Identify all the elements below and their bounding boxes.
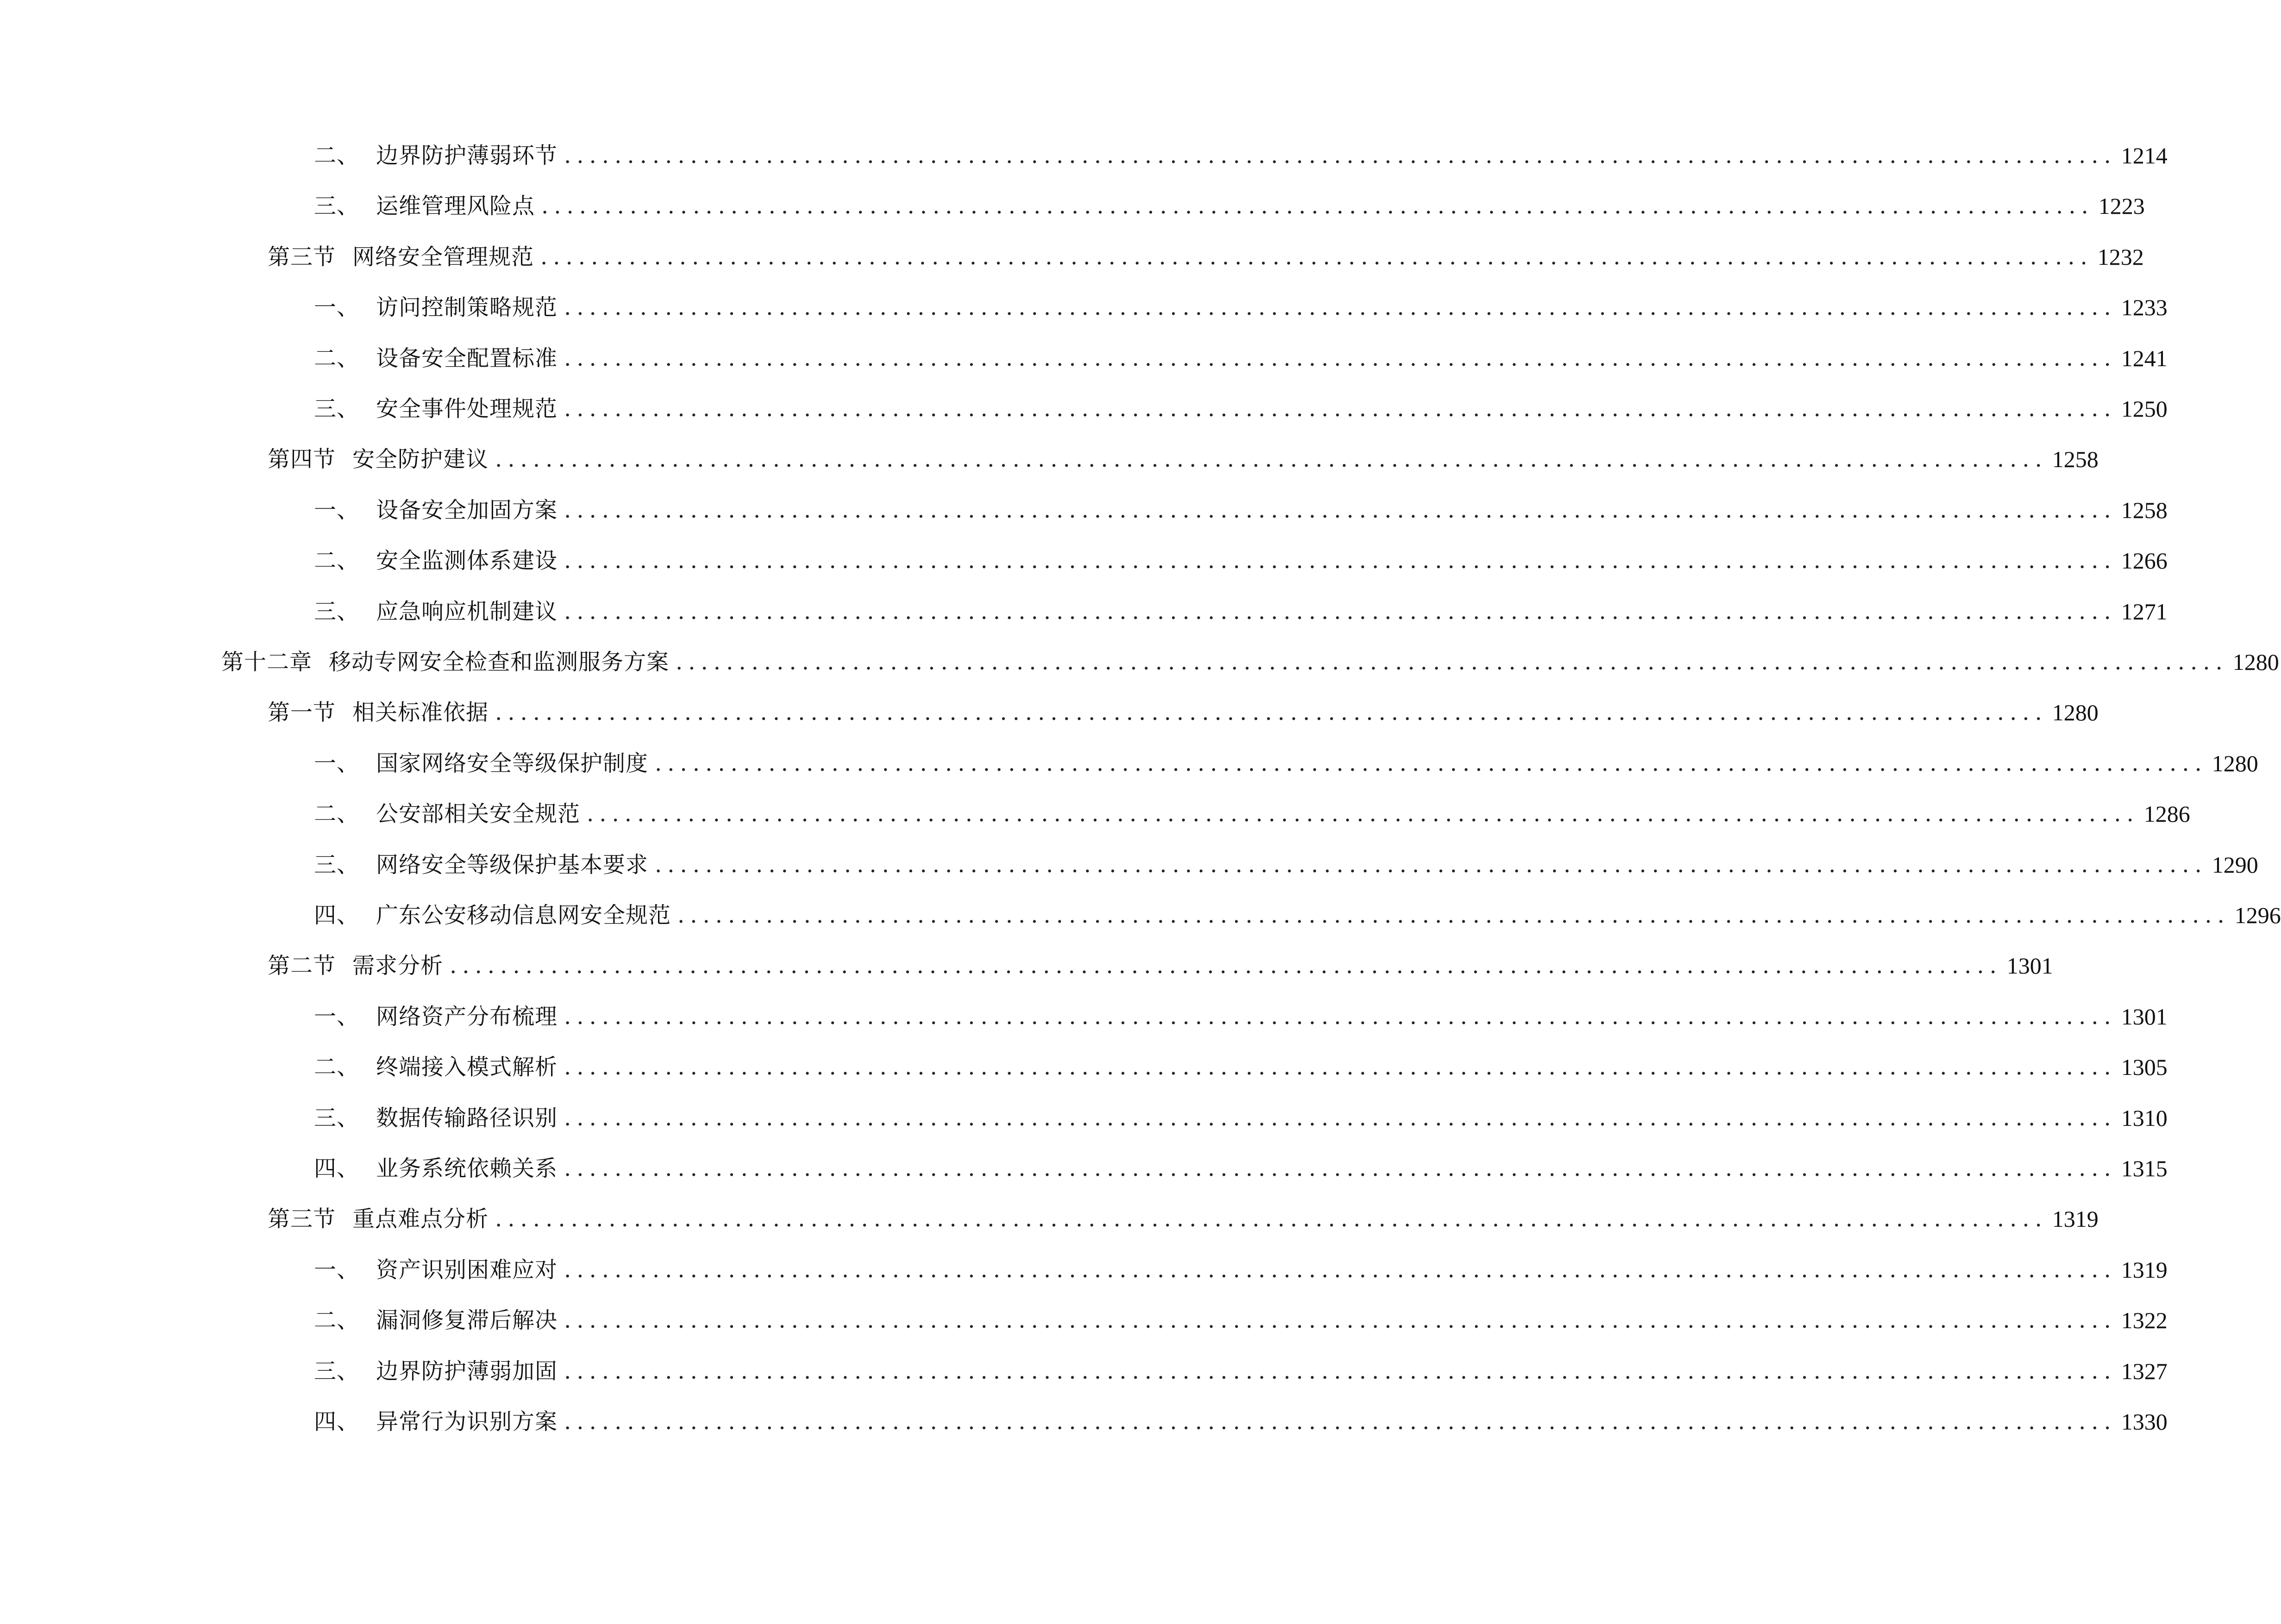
toc-entry-number: 二、 [314, 801, 360, 827]
dot-leader: ........................................................................................................................... [450, 953, 2002, 979]
dot-leader: ........................................................................................................................... [540, 244, 2093, 270]
toc-entry-number: 第四节 [268, 446, 336, 472]
dot-leader: ........................................................................................................................... [564, 1307, 2117, 1333]
dot-leader: ........................................................................................................................... [587, 801, 2139, 827]
toc-page-number: 1258 [2121, 497, 2168, 523]
toc-page-number: 1250 [2121, 396, 2168, 422]
toc-entry-text [314, 1049, 558, 1086]
toc-page-number: 1280 [2232, 649, 2279, 675]
dot-leader: ........................................................................................................................... [564, 1409, 2117, 1435]
toc-entry[interactable] [268, 441, 2099, 478]
toc-entry-text [268, 947, 443, 984]
toc-page-number: 1286 [2143, 801, 2190, 827]
dot-leader: ........................................................................................................................... [541, 193, 2094, 219]
toc-page-number: 1310 [2121, 1105, 2168, 1131]
dot-leader: ........................................................................................................................... [677, 902, 2230, 928]
toc-entry-title: 公安部相关安全规范 [376, 801, 581, 827]
toc-entry-title: 网络安全管理规范 [352, 244, 534, 270]
toc-page-number: 1330 [2121, 1409, 2168, 1435]
toc-entry[interactable] [314, 492, 2168, 529]
toc-entry-title: 边界防护薄弱加固 [376, 1358, 558, 1384]
toc-page-number: 1266 [2121, 548, 2168, 574]
dot-leader: ........................................................................................................................... [564, 396, 2117, 422]
toc-page-number: 1315 [2121, 1156, 2168, 1181]
toc-entry-title: 安全防护建议 [352, 446, 489, 472]
toc-entry-number: 四、 [314, 1409, 360, 1435]
toc-page-number: 1322 [2121, 1307, 2168, 1333]
toc-entry[interactable] [314, 390, 2168, 427]
toc-entry-text [314, 1251, 558, 1288]
toc-entry-title: 移动专网安全检查和监测服务方案 [329, 649, 670, 675]
toc-entry[interactable] [314, 846, 2258, 883]
toc-entry-text [314, 897, 671, 934]
toc-entry[interactable] [314, 795, 2190, 832]
toc-page-number: 1319 [2052, 1206, 2099, 1232]
toc-page-number: 1290 [2212, 852, 2258, 878]
toc-entry-number: 二、 [314, 548, 360, 574]
toc-entry-number: 三、 [314, 193, 360, 219]
toc-entry-title: 运维管理风险点 [376, 193, 535, 219]
toc-page-number: 1241 [2121, 345, 2168, 371]
toc-entry-title: 广东公安移动信息网安全规范 [376, 902, 671, 928]
toc-entry-text [314, 137, 558, 174]
toc-entry-text [314, 1403, 558, 1440]
toc-entry-text [314, 1099, 558, 1137]
toc-entry[interactable] [314, 1251, 2168, 1288]
toc-entry-number: 三、 [314, 1105, 360, 1131]
toc-entry-number: 四、 [314, 1156, 360, 1181]
toc-entry[interactable] [314, 1302, 2168, 1339]
toc-entry[interactable] [314, 593, 2168, 630]
toc-entry-number: 一、 [314, 294, 360, 320]
toc-entry[interactable] [314, 542, 2168, 579]
dot-leader: ........................................................................................................................... [564, 599, 2117, 625]
toc-entry-text [314, 1302, 558, 1339]
toc-entry[interactable] [314, 998, 2168, 1035]
toc-entry-text [314, 998, 558, 1035]
toc-entry[interactable] [314, 1099, 2168, 1137]
toc-page-number: 1305 [2121, 1054, 2168, 1080]
toc-entry[interactable] [314, 340, 2168, 377]
toc-entry-title: 相关标准依据 [352, 700, 489, 725]
toc-entry-number: 四、 [314, 902, 360, 928]
toc-entry-title: 异常行为识别方案 [376, 1409, 558, 1435]
dot-leader: ........................................................................................................................... [495, 700, 2048, 725]
dot-leader: ........................................................................................................................... [655, 852, 2207, 878]
toc-entry-number: 第二节 [268, 953, 336, 979]
toc-entry-text [268, 441, 489, 478]
toc-entry-text [268, 694, 489, 731]
toc-page-number: 1232 [2097, 244, 2144, 270]
toc-entry[interactable] [314, 1150, 2168, 1187]
toc-page-number: 1223 [2098, 193, 2145, 219]
dot-leader: ........................................................................................................................... [564, 345, 2117, 371]
toc-entry[interactable] [268, 238, 2144, 275]
dot-leader: ........................................................................................................................... [564, 294, 2117, 320]
toc-page-number: 1271 [2121, 599, 2168, 625]
toc-entry[interactable] [314, 1403, 2168, 1440]
toc-entry-text [314, 340, 558, 377]
toc-entry-title: 业务系统依赖关系 [376, 1156, 558, 1181]
toc-entry[interactable] [314, 1353, 2168, 1390]
toc-entry-number: 一、 [314, 497, 360, 523]
toc-page-number: 1258 [2052, 446, 2099, 472]
dot-leader: ........................................................................................................................... [655, 750, 2207, 776]
toc-entry[interactable] [268, 694, 2099, 731]
dot-leader: ........................................................................................................................... [564, 1358, 2117, 1384]
toc-entry[interactable] [268, 1200, 2099, 1237]
toc-entry-title: 网络安全等级保护基本要求 [376, 852, 649, 878]
toc-entry-title: 访问控制策略规范 [376, 294, 558, 320]
toc-entry-number: 第三节 [268, 1206, 336, 1232]
toc-entry[interactable] [314, 897, 2281, 934]
toc-entry-text [314, 187, 535, 225]
toc-entry[interactable] [314, 745, 2258, 782]
toc-entry-number: 第一节 [268, 700, 336, 725]
toc-entry[interactable] [314, 187, 2145, 225]
toc-entry-text [314, 846, 648, 883]
toc-page-number: 1233 [2121, 294, 2168, 320]
toc-entry-title: 终端接入模式解析 [376, 1054, 558, 1080]
toc-entry-title: 漏洞修复滞后解决 [376, 1307, 558, 1333]
toc-entry-title: 安全事件处理规范 [376, 396, 558, 422]
toc-entry-text [314, 593, 558, 630]
toc-entry-text [314, 1353, 558, 1390]
toc-entry[interactable] [314, 289, 2168, 326]
dot-leader: ........................................................................................................................... [564, 548, 2117, 574]
toc-entry[interactable] [268, 947, 2053, 984]
toc-entry-text [268, 1200, 489, 1237]
toc-entry-number: 二、 [314, 345, 360, 371]
toc-entry-title: 设备安全配置标准 [376, 345, 558, 371]
dot-leader: ........................................................................................................................... [676, 649, 2228, 675]
toc-entry-text [314, 795, 580, 832]
toc-entry-text [314, 542, 558, 579]
toc-entry-number: 一、 [314, 750, 360, 776]
toc-entry-title: 重点难点分析 [352, 1206, 489, 1232]
dot-leader: ........................................................................................................................... [495, 446, 2048, 472]
toc-entry-text [314, 390, 558, 427]
toc-page-number: 1280 [2052, 700, 2099, 725]
toc-entry[interactable] [314, 1049, 2168, 1086]
toc-entry-number: 三、 [314, 852, 360, 878]
toc-page-number: 1280 [2212, 750, 2258, 776]
toc-entry-number: 一、 [314, 1004, 360, 1030]
toc-entry-number: 第十二章 [221, 649, 313, 675]
toc-entry-text [314, 289, 558, 326]
toc-page-number: 1214 [2121, 143, 2168, 169]
toc-entry-text [314, 1150, 558, 1187]
dot-leader: ........................................................................................................................... [564, 1105, 2117, 1131]
dot-leader: ........................................................................................................................... [495, 1206, 2048, 1232]
dot-leader: ........................................................................................................................... [564, 1257, 2117, 1283]
dot-leader: ........................................................................................................................... [564, 1156, 2117, 1181]
toc-entry-number: 三、 [314, 599, 360, 625]
dot-leader: ........................................................................................................................... [564, 1054, 2117, 1080]
toc-entry-number: 三、 [314, 1358, 360, 1384]
toc-page-number: 1296 [2234, 902, 2281, 928]
toc-entry-number: 一、 [314, 1257, 360, 1283]
toc-entry[interactable] [314, 137, 2168, 174]
toc-page-number: 1301 [2121, 1004, 2168, 1030]
toc-entry[interactable] [221, 643, 2279, 681]
toc-page-number: 1319 [2121, 1257, 2168, 1283]
toc-page-number: 1327 [2121, 1358, 2168, 1384]
toc-entry-title: 网络资产分布梳理 [376, 1004, 558, 1030]
toc-entry-number: 第三节 [268, 244, 336, 270]
toc-entry-title: 应急响应机制建议 [376, 599, 558, 625]
toc-entry-title: 安全监测体系建设 [376, 548, 558, 574]
toc-entry-text [314, 745, 648, 782]
toc-entry-title: 国家网络安全等级保护制度 [376, 750, 649, 776]
toc-entry-number: 二、 [314, 1307, 360, 1333]
toc-entry-title: 边界防护薄弱环节 [376, 143, 558, 169]
toc-entry-text [314, 492, 558, 529]
dot-leader: ........................................................................................................................... [564, 1004, 2117, 1030]
toc-entry-number: 二、 [314, 143, 360, 169]
toc-entry-title: 需求分析 [352, 953, 444, 979]
dot-leader: ........................................................................................................................... [564, 497, 2117, 523]
toc-entry-number: 二、 [314, 1054, 360, 1080]
toc-page-number: 1301 [2006, 953, 2053, 979]
toc-entry-number: 三、 [314, 396, 360, 422]
toc-entry-title: 资产识别困难应对 [376, 1257, 558, 1283]
toc-entry-text [221, 643, 669, 681]
dot-leader: ........................................................................................................................... [564, 143, 2117, 169]
toc-entry-title: 数据传输路径识别 [376, 1105, 558, 1131]
toc-entry-text [268, 238, 534, 275]
toc-entry-title: 设备安全加固方案 [376, 497, 558, 523]
